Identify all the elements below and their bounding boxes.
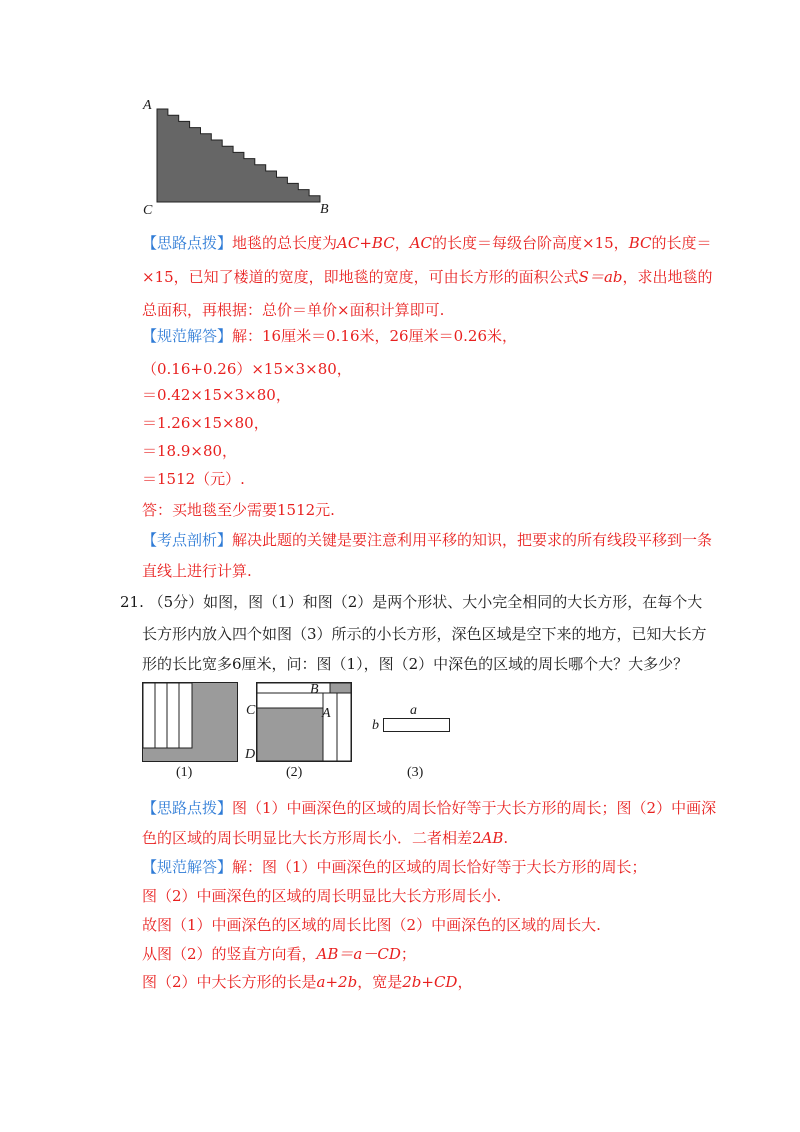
fig3-label-b: b — [372, 718, 379, 733]
caption-2: (2) — [286, 765, 303, 780]
q20-answer-line2: （0.16+0.26）×15×3×80， — [142, 360, 352, 378]
figure-1 — [142, 682, 238, 762]
question-number: 21. — [120, 593, 144, 611]
q20-hint-line2: ×15，已知了楼道的宽度，即地毯的宽度，可由长方形的面积公式S＝ab，求出地毯的 — [142, 268, 713, 286]
q20-answer-line7: 答：买地毯至少需要1512元. — [142, 501, 335, 519]
label-a: A — [143, 98, 152, 113]
q21-answer-line1: 【规范解答】解：图（1）中画深色的区域的周长恰好等于大长方形的周长； — [142, 858, 647, 876]
q21-answer-line3: 故图（1）中画深色的区域的周长比图（2）中画深色的区域的周长大. — [142, 916, 601, 934]
fig2-label-c: C — [246, 703, 256, 718]
q21-hint-line1: 【思路点拨】图（1）中画深色的区域的周长恰好等于大长方形的周长；图（2）中画深 — [142, 799, 717, 817]
fig3-label-a: a — [410, 703, 417, 718]
staircase-shape — [157, 109, 320, 202]
fig2-label-b: B — [310, 682, 319, 697]
answer-tag: 【规范解答】 — [142, 858, 233, 876]
q21-answer-line4: 从图（2）的竖直方向看，AB＝a－CD； — [142, 945, 416, 963]
q20-analysis-line2: 直线上进行计算. — [142, 562, 252, 580]
hint-tag: 【思路点拨】 — [142, 799, 233, 817]
figure-2 — [256, 682, 352, 762]
figure-3 — [383, 718, 451, 734]
figure-2-shaded — [257, 708, 323, 761]
q21-answer-line2: 图（2）中画深色的区域的周长明显比大长方形周长小. — [142, 887, 502, 905]
fig2-label-d: D — [245, 747, 256, 762]
analysis-tag: 【考点剖析】 — [142, 531, 233, 549]
figure-1-shaded — [192, 683, 237, 761]
q20-answer-line6: ＝1512（元）. — [142, 470, 245, 488]
q20-hint-line3: 总面积，再根据：总价＝单价×面积计算即可. — [142, 301, 445, 319]
q21-answer-line5: 图（2）中大长方形的长是a+2b，宽是2b+CD， — [142, 973, 473, 991]
answer-tag: 【规范解答】 — [142, 327, 233, 345]
q20-analysis-line1: 【考点剖析】解决此题的关键是要注意利用平移的知识，把要求的所有线段平移到一条 — [142, 531, 713, 549]
fig2-label-a: A — [322, 706, 331, 721]
q21-hint-line2: 色的区域的周长明显比大长方形周长小．二者相差2AB. — [142, 829, 509, 847]
q21-stem-line1: 21. （5分）如图，图（1）和图（2）是两个形状、大小完全相同的大长方形，在每个大 — [120, 593, 703, 611]
staircase-figure — [140, 95, 340, 220]
label-b: B — [320, 202, 329, 217]
q20-hint-line1: 【思路点拨】地毯的总长度为AC+BC，AC的长度＝每级台阶高度×15，BC的长度＝ — [142, 234, 712, 252]
q20-answer-line3: ＝0.42×15×3×80， — [142, 386, 291, 404]
q21-stem-line3: 形的长比宽多6厘米，问：图（1），图（2）中深色的区域的周长哪个大？大多少？ — [142, 655, 689, 673]
q20-answer-line1: 【规范解答】解：16厘米＝0.16米，26厘米＝0.26米， — [142, 327, 517, 345]
caption-3: (3) — [407, 765, 424, 780]
q20-answer-line4: ＝1.26×15×80， — [142, 414, 269, 432]
label-c: C — [143, 203, 153, 218]
q20-answer-line5: ＝18.9×80， — [142, 442, 238, 460]
caption-1: (1) — [176, 765, 193, 780]
q21-stem-line2: 长方形内放入四个如图（3）所示的小长方形，深色区域是空下来的地方，已知大长方 — [142, 625, 707, 643]
hint-tag: 【思路点拨】 — [142, 234, 233, 252]
